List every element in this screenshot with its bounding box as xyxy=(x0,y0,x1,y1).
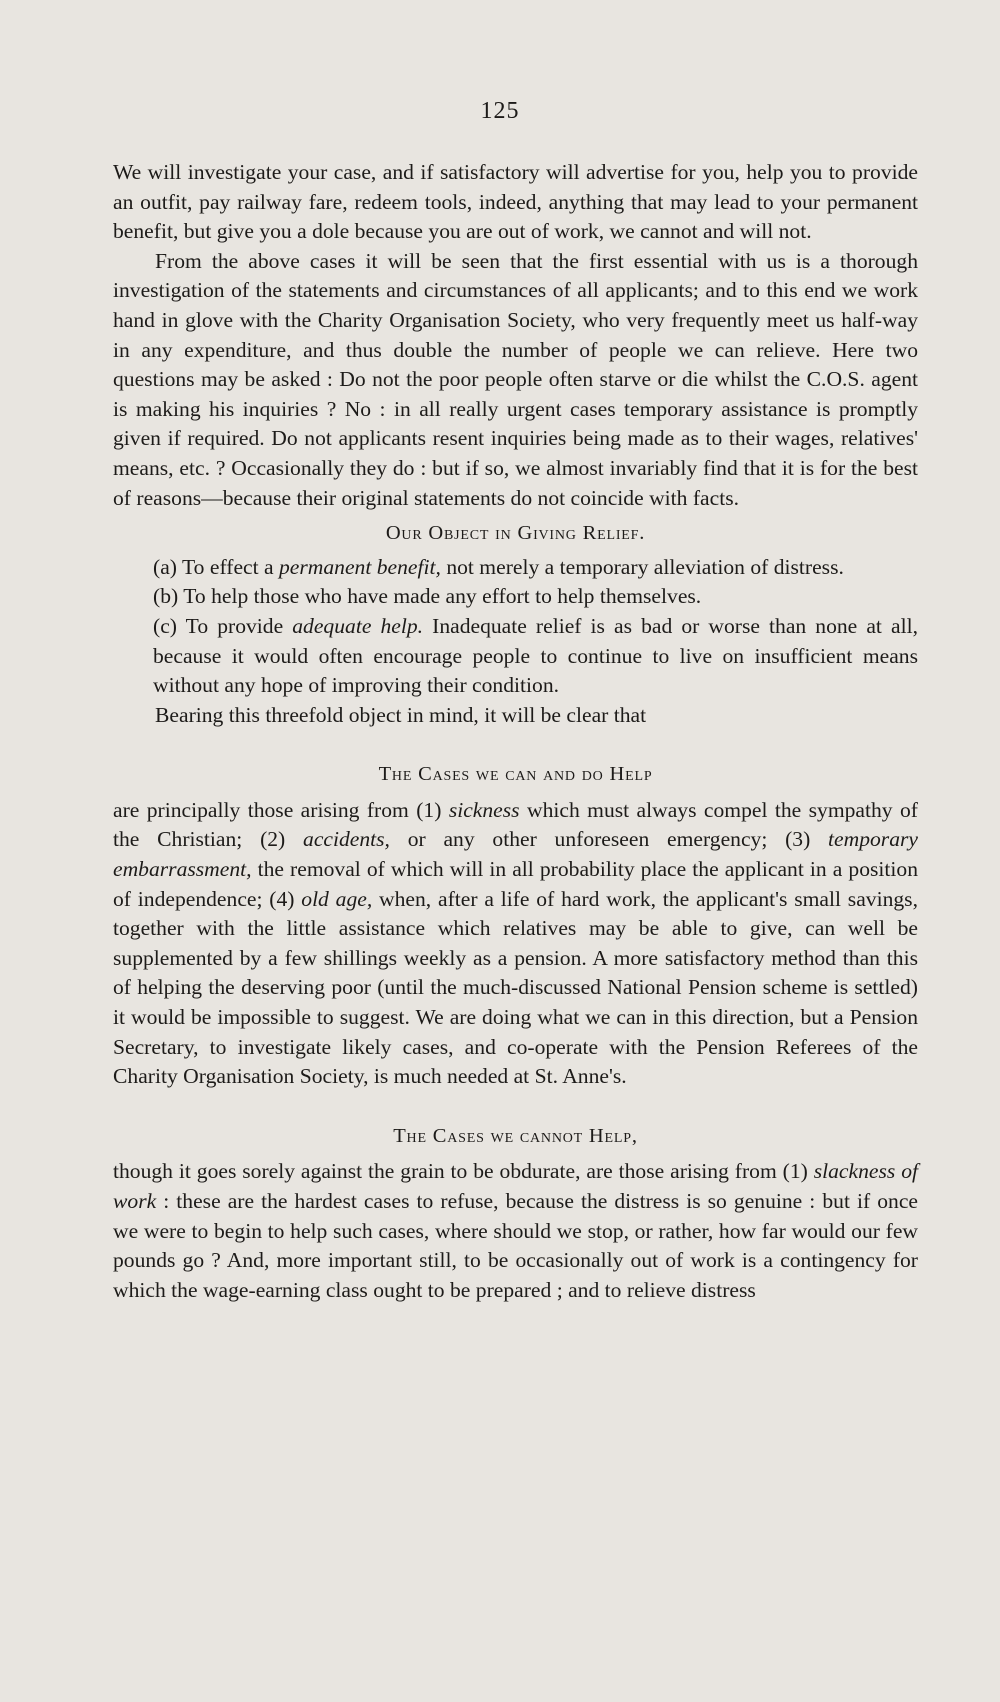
paragraph-cases-we-cannot-help: though it goes sorely against the grain to be obdurate, are those arising from (1) slackness of work : these are the hardest cases to refuse, because the distress is so genuine : but if once we were to begin to help such cases, where should we stop, or rather, how far would our few pounds go ? And, more important still, to be occasionally out of work is a contingency for which the wage-earning class ought to be prepared ; and to relieve distress xyxy=(113,1159,918,1302)
list-label-c: (c) xyxy=(153,613,177,638)
list-label-b: (b) xyxy=(153,584,179,609)
emphasis-temporary-embarrassment: temporary embarrassment, xyxy=(113,827,918,882)
emphasis-slackness-of-work: slackness of work xyxy=(113,1159,918,1213)
emphasis-accidents: accidents, xyxy=(303,827,390,852)
emphasis-sickness: sickness xyxy=(448,797,520,822)
paragraph-investigation-essential: From the above cases it will be seen that the first essential with us is a thorough investigation of the statements and circumstances of all applicants; and to this end we work hand in glove with the Charity Organisation Society, who very frequently meet us half-way in any expenditure, and thus double the number of people we can relieve. Here two questions may be asked : Do not the poor people often starve or die whilst the C.O.S. agent is making his inquiries ? No : in all really urgent cases temporary assistance is promptly given if required. Do not applicants resent inquiries being made as to their wages, relatives' means, etc. ? Occasionally they do : but if so, we almost invariably find that it is for the best of reasons—because their original statements do not coincide with facts. xyxy=(113,248,918,510)
emphasis-adequate-help: adequate help. xyxy=(292,613,424,638)
list-item-b: (b) To help those who have made any effort to help themselves. xyxy=(153,584,702,609)
paragraph-case-investigation: We will investigate your case, and if satisfactory will advertise for you, help you to provide an outfit, pay railway fare, redeem tools, indeed, anything that may lead to your permanent benefit, but give you a dole because you are out of work, we cannot and will not. xyxy=(113,160,918,244)
heading-cases-we-cannot-help: The Cases we cannot Help, xyxy=(393,1124,638,1147)
paragraph-threefold-object: Bearing this threefold object in mind, it will be clear that xyxy=(155,702,647,727)
paragraph-cases-we-can-help: are principally those arising from (1) sickness which must always compel the sympathy of the Christian; (2) accidents, or any other unforeseen emergency; (3) temporary embarrassment, the removal of which will in all probability place the applicant in a position of independence; (4) old age, when, after a life of hard work, the applicant's small savings, together with the little assistance which relatives may be able to give, can well be supplemented by a few shillings weekly as a pension. A more satisfactory method than this of helping the deserving poor (until the much-discussed National Pension scheme is settled) it would be impossible to suggest. We are doing what we can in this direction, but a Pension Secretary, to investigate likely cases, and co-operate with the Pension Referees of the Charity Organisation Society, is much needed at St. Anne's. xyxy=(113,797,918,1089)
heading-object-in-giving-relief: Our Object in Giving Relief. xyxy=(385,522,646,545)
list-item-a: (a) To effect a permanent benefit, not merely a temporary alleviation of distress. xyxy=(153,554,844,579)
emphasis-old-age: old age, xyxy=(301,886,373,911)
page-body xyxy=(113,158,918,1305)
page-number: 125 xyxy=(480,98,520,124)
emphasis-permanent-benefit: permanent benefit, xyxy=(279,554,441,579)
heading-cases-we-can-help: The Cases we can and do Help xyxy=(378,763,653,786)
list-label-a: (a) xyxy=(153,554,177,579)
list-item-c: (c) To provide adequate help. Inadequate relief is as bad or worse than none at all, because it would often encourage people to continue to live on insufficient means without any hope of improving their condition. xyxy=(153,613,918,698)
